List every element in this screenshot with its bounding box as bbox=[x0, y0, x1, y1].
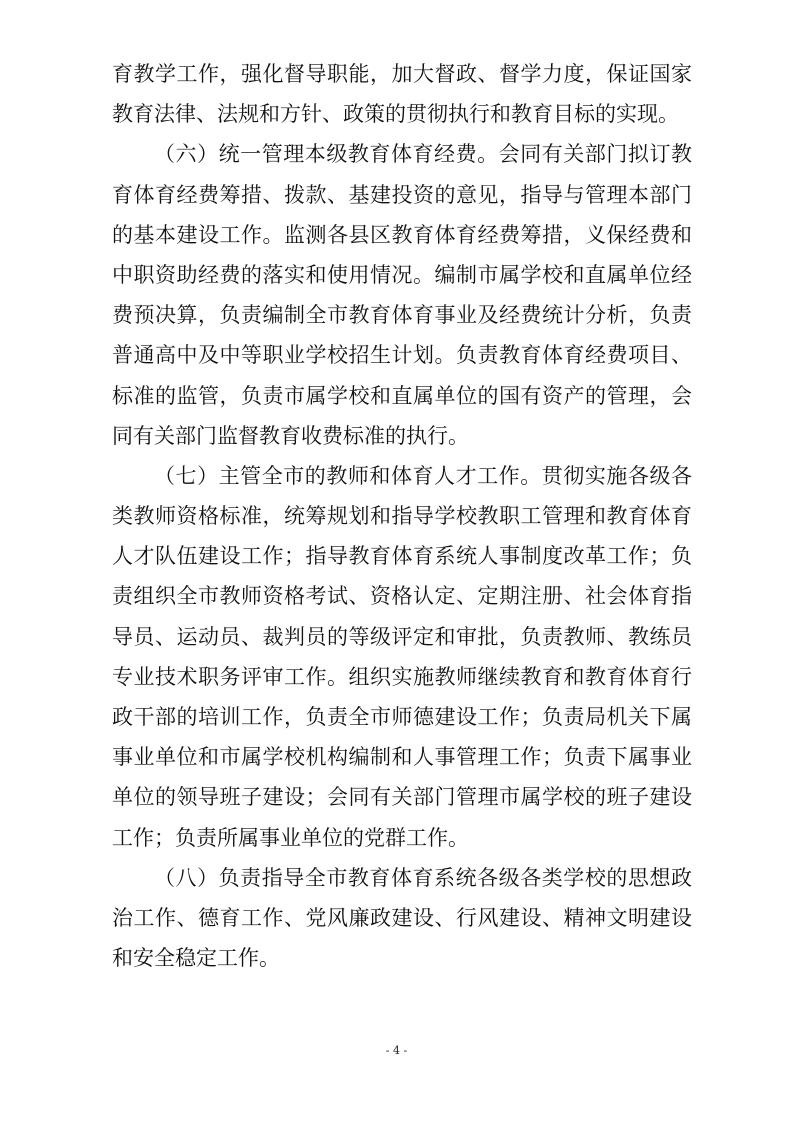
text-line: 工作；负责所属事业单位的党群工作。 bbox=[112, 825, 469, 850]
text-line: 事业单位和市属学校机构编制和人事管理工作；负责下属事业 bbox=[112, 745, 692, 770]
paragraph-first-line: （六）统一管理本级教育体育经费。会同有关部门拟订教 bbox=[154, 142, 692, 167]
text-line: 普通高中及中等职业学校招生计划。负责教育体育经费项目、 bbox=[112, 343, 692, 368]
text-line: 专业技术职务评审工作。组织实施教师继续教育和教育体育行 bbox=[112, 664, 692, 689]
page-number: - 4 - bbox=[385, 1044, 408, 1057]
text-line: 费预决算，负责编制全市教育体育事业及经费统计分析，负责 bbox=[112, 303, 692, 328]
text-line: 中职资助经费的落实和使用情况。编制市属学校和直属单位经 bbox=[112, 262, 692, 287]
text-line: 单位的领导班子建设；会同有关部门管理市属学校的班子建设 bbox=[112, 785, 692, 810]
text-line: 治工作、德育工作、党风廉政建设、行风建设、精神文明建设 bbox=[112, 905, 692, 930]
paragraph-first-line: （七）主管全市的教师和体育人才工作。贯彻实施各级各 bbox=[154, 463, 692, 488]
text-line: 的基本建设工作。监测各县区教育体育经费筹措，义保经费和 bbox=[112, 222, 692, 247]
text-line: 育教学工作，强化督导职能，加大督政、督学力度，保证国家 bbox=[112, 62, 692, 86]
text-line: 育体育经费筹措、拨款、基建投资的意见，指导与管理本部门 bbox=[112, 182, 692, 207]
text-line: 和安全稳定工作。 bbox=[112, 946, 280, 971]
text-line: 教育法律、法规和方针、政策的贯彻执行和教育目标的实现。 bbox=[112, 102, 679, 127]
text-line: 标准的监管，负责市属学校和直属单位的国有资产的管理，会 bbox=[112, 383, 692, 408]
text-line: 导员、运动员、裁判员的等级评定和审批，负责教师、教练员 bbox=[112, 624, 692, 649]
text-line: 类教师资格标准，统筹规划和指导学校教职工管理和教育体育 bbox=[112, 504, 692, 529]
document-body bbox=[112, 54, 692, 978]
text-line: 同有关部门监督教育收费标准的执行。 bbox=[112, 423, 469, 448]
paragraph-first-line: （八）负责指导全市教育体育系统各级各类学校的思想政 bbox=[154, 865, 692, 890]
text-line: 人才队伍建设工作；指导教育体育系统人事制度改革工作；负 bbox=[112, 544, 692, 569]
text-line: 政干部的培训工作，负责全市师德建设工作；负责局机关下属 bbox=[112, 705, 692, 729]
text-line: 责组织全市教师资格考试、资格认定、定期注册、社会体育指 bbox=[112, 584, 692, 609]
